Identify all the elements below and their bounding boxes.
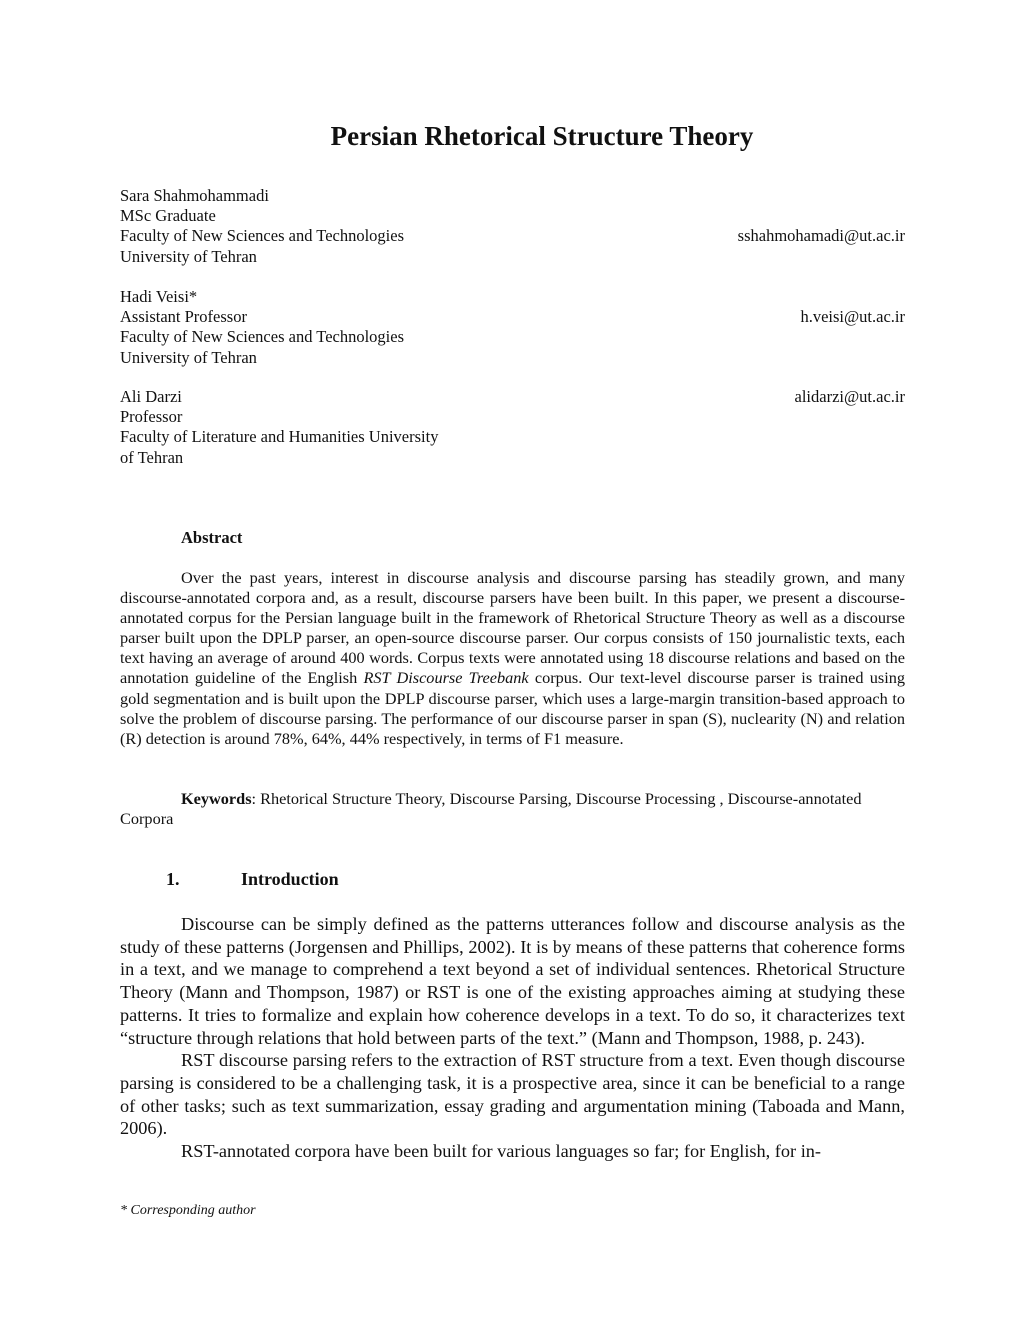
footnote-corresponding-author: * Corresponding author [120, 1203, 256, 1218]
author-block [120, 287, 905, 368]
section-heading [166, 869, 339, 890]
abstract-text [120, 568, 905, 749]
abstract-text-part: Over the past years, interest in discourse analysis and discourse parsing has steadily grown, and many discourse-annotated corpora and, as a result, discourse parsers have been built. In this paper, we present a discourse-annotated corpus for the Persian language built in the framework of Rhetorical Structure Theory as well as a discourse parser built upon the DPLP parser, an open-source discourse parser. Our corpus consists of 150 journalistic texts, each text having an average of around 400 words. Corpus texts were annotated using 18 discourse relations and based on the annotation guideline of the English [120, 568, 905, 688]
keywords [120, 789, 905, 829]
author-university: of Tehran [120, 447, 184, 467]
author-name: Ali Darzi [120, 387, 182, 406]
author-university: University of Tehran [120, 347, 257, 367]
section-number: 1. [166, 869, 180, 889]
paper-title: Persian Rhetorical Structure Theory [330, 121, 754, 151]
author-position: Assistant Professor [120, 307, 247, 327]
author-university: University of Tehran [120, 246, 257, 266]
author-faculty: Faculty of New Sciences and Technologies [120, 226, 405, 246]
intro-paragraph: RST-annotated corpora have been built for various languages so far; for English, for in- [181, 1141, 822, 1162]
author-faculty: Faculty of Literature and Humanities University [120, 427, 439, 447]
author-name: Sara Shahmohammadi [120, 186, 269, 205]
intro-paragraph: RST discourse parsing refers to the extraction of RST structure from a text. Even though discourse parsing is considered to be a challenging task, it is a prospective area, since it can be beneficial to a range of other tasks; such as text summarization, essay grading and argumentation mining (Taboada and Mann, 2006). [120, 1050, 905, 1139]
abstract-heading: Abstract [181, 528, 243, 547]
author-name: Hadi Veisi* [120, 287, 198, 306]
introduction-body [120, 913, 905, 1163]
section-title: Introduction [241, 869, 339, 889]
author-email[interactable]: alidarzi@ut.ac.ir [794, 387, 905, 406]
author-position: Professor [120, 407, 183, 427]
author-block [120, 186, 905, 267]
author-block [120, 387, 905, 468]
abstract-text-italic: RST Discourse Treebank [363, 668, 529, 688]
keywords-label: Keywords [181, 789, 252, 808]
abstract-text-part: corpus. Our text-level discourse parser is trained using gold segmentation and is built upon the DPLP discourse parser, which uses a large-margin transition-based approach to solve the problem of discourse parsing. The performance of our discourse parser in span (S), nuclearity (N) and relation (R) detection is around 78%, 64%, 44% respectively, in terms of F1 measure. [120, 668, 906, 748]
author-email[interactable]: sshahmohamadi@ut.ac.ir [737, 226, 905, 245]
keywords-text: : Rhetorical Structure Theory, Discourse Parsing, Discourse Processing , Discourse-annotated Corpora [120, 789, 862, 829]
author-email[interactable]: h.veisi@ut.ac.ir [800, 307, 905, 326]
author-faculty: Faculty of New Sciences and Technologies [120, 327, 405, 347]
author-position: MSc Graduate [120, 206, 216, 226]
intro-paragraph: Discourse can be simply defined as the patterns utterances follow and discourse analysis as the study of these patterns (Jorgensen and Phillips, 2002). It is by means of these patterns that coherence forms in a text, and we manage to comprehend a text beyond a set of individual sentences. Rhetorical Structure Theory (Mann and Thompson, 1987) or RST is one of the existing approaches aiming at studying these patterns. It tries to formalize and explain how coherence develops in a text. To do so, it characterizes text “structure through relations that hold between parts of the text.” (Mann and Thompson, 1988, p. 243). [120, 914, 905, 1048]
